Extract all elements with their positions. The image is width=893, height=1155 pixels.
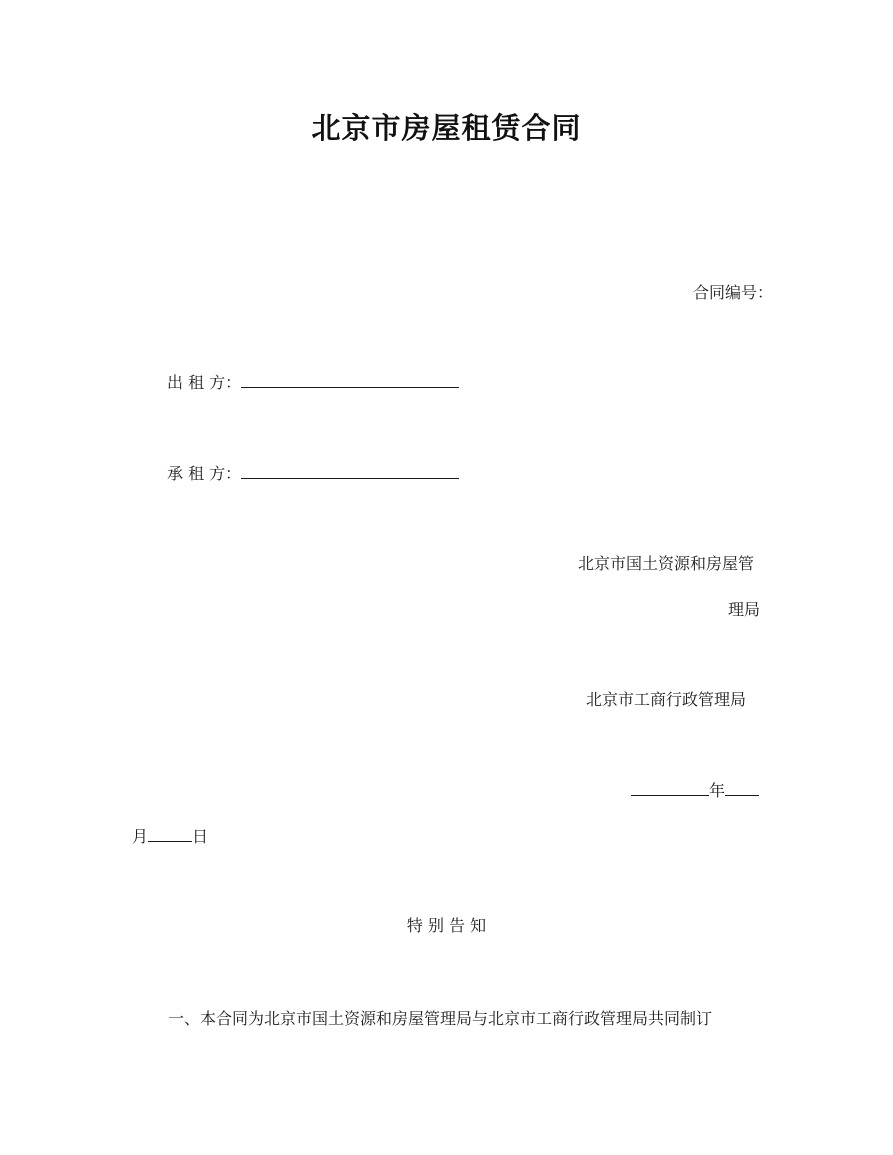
lessor-blank[interactable]	[241, 373, 459, 388]
authority-line1: 北京市国土资源和房屋管	[578, 554, 755, 573]
lessor-row	[167, 373, 459, 393]
authority-line2: 理局	[728, 600, 761, 619]
lessee-blank[interactable]	[241, 464, 459, 479]
lessor-label: 出 租 方：	[167, 373, 242, 392]
notice-item-1: 一、本合同为北京市国土资源和房屋管理局与北京市工商行政管理局共同制订	[168, 1009, 713, 1028]
notice-heading: 特 别 告 知	[406, 916, 487, 935]
date-month-row	[132, 827, 208, 847]
contract-number-label: 合同编号：	[693, 283, 774, 302]
lessee-label: 承 租 方：	[167, 464, 242, 483]
date-year-row	[631, 781, 759, 801]
day-blank[interactable]	[148, 827, 192, 842]
year-suffix: 年	[709, 781, 726, 800]
month-label: 月	[132, 827, 149, 846]
lessee-row	[167, 464, 459, 484]
document-title: 北京市房屋租赁合同	[311, 111, 582, 145]
year-blank[interactable]	[631, 781, 709, 796]
month-blank[interactable]	[725, 781, 759, 796]
authority2: 北京市工商行政管理局	[586, 690, 747, 709]
day-suffix: 日	[192, 827, 209, 846]
